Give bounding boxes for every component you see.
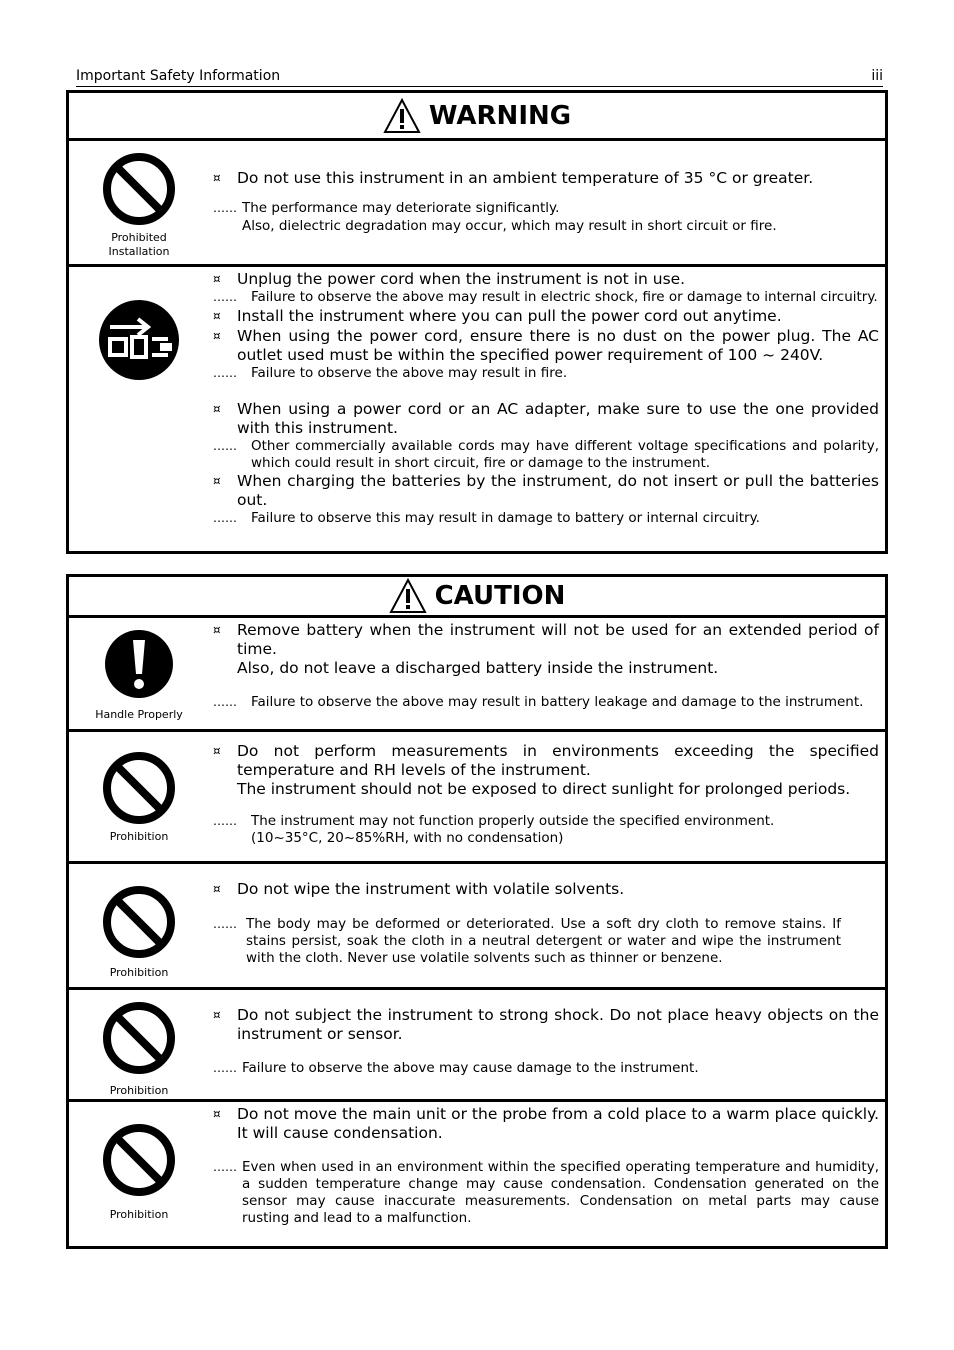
page-number: iii <box>871 68 883 84</box>
instruction-item <box>213 1105 879 1143</box>
caution-title <box>69 577 885 618</box>
warning-triangle-icon <box>389 578 427 614</box>
bullet-icon: ¤ <box>213 272 221 286</box>
bullet-icon: ¤ <box>213 623 221 637</box>
note-text: Other commercially available cords may have different voltage specifications and polarity, which could result in short circuit, fire or damage to the instrument. <box>251 438 879 471</box>
instruction-text: Install the instrument where you can pull the power cord out anytime. <box>237 307 782 325</box>
instruction-text: Also, do not leave a discharged battery inside the instrument. <box>237 659 719 677</box>
note-text: Even when used in an environment within the specified operating temperature and humidity, a sudden temperature change may cause condensation. Condensation generated on the sensor may cause inaccurate measurements. Condensation on metal parts may cause rusting and lead to a malfunction. <box>242 1159 879 1226</box>
bullet-icon: ¤ <box>213 1107 221 1121</box>
instruction-item <box>213 270 879 289</box>
icon-label: Prohibition <box>109 1208 169 1221</box>
warning-title-text: WARNING <box>428 100 572 131</box>
ellipsis-marker: …… <box>213 439 237 453</box>
bullet-icon: ¤ <box>213 474 221 488</box>
consequence-note-continued <box>213 830 879 847</box>
note-text: The instrument may not function properly outside the specified environment. <box>251 813 775 829</box>
warning-row-power <box>69 267 885 551</box>
consequence-note <box>213 813 879 830</box>
instruction-text: Do not use this instrument in an ambient temperature of 35 °C or greater. <box>237 169 814 187</box>
prohibition-icon <box>101 884 177 960</box>
caution-box <box>66 574 888 1249</box>
instruction-item <box>213 400 879 438</box>
instruction-item <box>213 327 879 365</box>
instruction-text: Remove battery when the instrument will not be used for an extended period of time. <box>237 621 879 658</box>
caution-row-shock <box>69 990 885 1102</box>
ellipsis-marker: …… <box>213 511 237 525</box>
caution-row-condensation <box>69 1102 885 1246</box>
consequence-note <box>213 200 879 217</box>
icon-label: Prohibited Installation <box>108 231 170 258</box>
consequence-note <box>213 510 879 527</box>
icon-label: Handle Properly <box>95 708 183 721</box>
bullet-icon: ¤ <box>213 402 221 416</box>
instruction-text: Unplug the power cord when the instrument is not in use. <box>237 270 686 288</box>
caution-row-battery <box>69 618 885 732</box>
row-text <box>213 621 879 711</box>
instruction-text: Do not move the main unit or the probe from a cold place to a warm place quickly. It will cause condensation. <box>237 1105 879 1142</box>
bullet-icon: ¤ <box>213 744 221 758</box>
icon-label: Prohibition <box>109 830 169 843</box>
instruction-continued <box>213 659 879 678</box>
instruction-item <box>213 880 841 899</box>
row-text <box>213 1105 879 1227</box>
icon-column <box>69 1102 209 1266</box>
warning-triangle-icon <box>383 98 421 134</box>
instruction-item <box>213 1006 879 1044</box>
caution-title-text: CAUTION <box>434 581 566 611</box>
warning-row-installation <box>69 141 885 267</box>
warning-title <box>69 93 885 141</box>
instruction-item <box>213 742 879 780</box>
row-text <box>213 742 879 847</box>
instruction-text: When using the power cord, ensure there is no dust on the power plug. The AC outlet used must be within the specified power requirement of 100 ~ 240V. <box>237 327 879 364</box>
icon-column <box>69 990 209 1109</box>
ellipsis-marker: …… <box>213 366 237 380</box>
prohibition-icon <box>101 1122 177 1198</box>
icon-label: Prohibition <box>109 1084 169 1097</box>
instruction-item <box>213 621 879 659</box>
prohibition-icon <box>101 1000 177 1076</box>
instruction-item <box>213 307 879 326</box>
instruction-text: Do not perform measurements in environments exceeding the specified temperature and RH levels of the instrument. <box>237 742 879 779</box>
icon-label: Prohibition <box>109 966 169 979</box>
bullet-icon: ¤ <box>213 329 221 343</box>
note-text: The body may be deformed or deteriorated. Use a soft dry cloth to remove stains. If stains persist, soak the cloth in a neutral detergent or water and wipe the instrument with the cloth. Never use volatile solvents such as thinner or benzene. <box>246 916 841 966</box>
ellipsis-marker: …… <box>213 290 237 304</box>
bullet-icon: ¤ <box>213 171 221 185</box>
icon-column <box>69 864 209 1007</box>
consequence-note <box>213 694 879 711</box>
instruction-continued <box>213 780 879 799</box>
consequence-note <box>213 438 879 472</box>
note-text: The performance may deteriorate significantly. <box>242 200 560 216</box>
instruction-text: When using a power cord or an AC adapter, make sure to use the one provided with this instrument. <box>237 400 879 437</box>
row-text <box>213 270 879 527</box>
ellipsis-marker: …… <box>213 1160 237 1174</box>
ellipsis-marker: …… <box>213 917 237 931</box>
row-text <box>213 880 841 967</box>
bullet-icon: ¤ <box>213 1008 221 1022</box>
instruction-item <box>213 472 879 510</box>
prohibited-icon <box>101 151 177 227</box>
ellipsis-marker: …… <box>213 695 237 709</box>
page-header <box>76 68 883 87</box>
icon-column <box>69 267 209 583</box>
instruction-text: When charging the batteries by the instrument, do not insert or pull the batteries out. <box>237 472 879 509</box>
instruction-text: The instrument should not be exposed to direct sunlight for prolonged periods. <box>237 780 851 798</box>
bullet-icon: ¤ <box>213 309 221 323</box>
instruction-item <box>213 169 879 188</box>
consequence-note <box>213 289 879 306</box>
consequence-note <box>213 1159 879 1227</box>
note-text: Failure to observe the above may cause damage to the instrument. <box>242 1060 699 1076</box>
caution-row-environment <box>69 732 885 864</box>
warning-box <box>66 90 888 554</box>
icon-column <box>69 732 209 879</box>
note-text: Failure to observe the above may result in fire. <box>251 365 568 381</box>
ellipsis-marker: …… <box>213 814 237 828</box>
consequence-note <box>213 916 841 967</box>
consequence-note <box>213 365 879 382</box>
icon-column <box>69 618 209 739</box>
note-text: Also, dielectric degradation may occur, which may result in short circuit or fire. <box>242 218 777 234</box>
icon-column <box>69 141 209 274</box>
header-title: Important Safety Information <box>76 68 281 84</box>
row-text <box>213 169 879 235</box>
unplug-icon <box>98 299 180 381</box>
exclamation-icon <box>103 628 175 700</box>
consequence-note <box>213 1060 879 1077</box>
note-text: Failure to observe the above may result in electric shock, fire or damage to internal circuitry. <box>251 289 878 305</box>
prohibition-icon <box>101 750 177 826</box>
note-text: Failure to observe the above may result in battery leakage and damage to the instrument. <box>251 694 864 710</box>
note-text: Failure to observe this may result in damage to battery or internal circuitry. <box>251 510 760 526</box>
ellipsis-marker: …… <box>213 201 237 215</box>
bullet-icon: ¤ <box>213 882 221 896</box>
row-text <box>213 1006 879 1077</box>
instruction-text: Do not subject the instrument to strong shock. Do not place heavy objects on the instrument or sensor. <box>237 1006 879 1043</box>
instruction-text: Do not wipe the instrument with volatile solvents. <box>237 880 625 898</box>
consequence-note-continued <box>213 218 879 235</box>
note-text: (10~35°C, 20~85%RH, with no condensation) <box>251 830 564 846</box>
caution-row-solvents <box>69 864 885 990</box>
ellipsis-marker: …… <box>213 1061 237 1075</box>
